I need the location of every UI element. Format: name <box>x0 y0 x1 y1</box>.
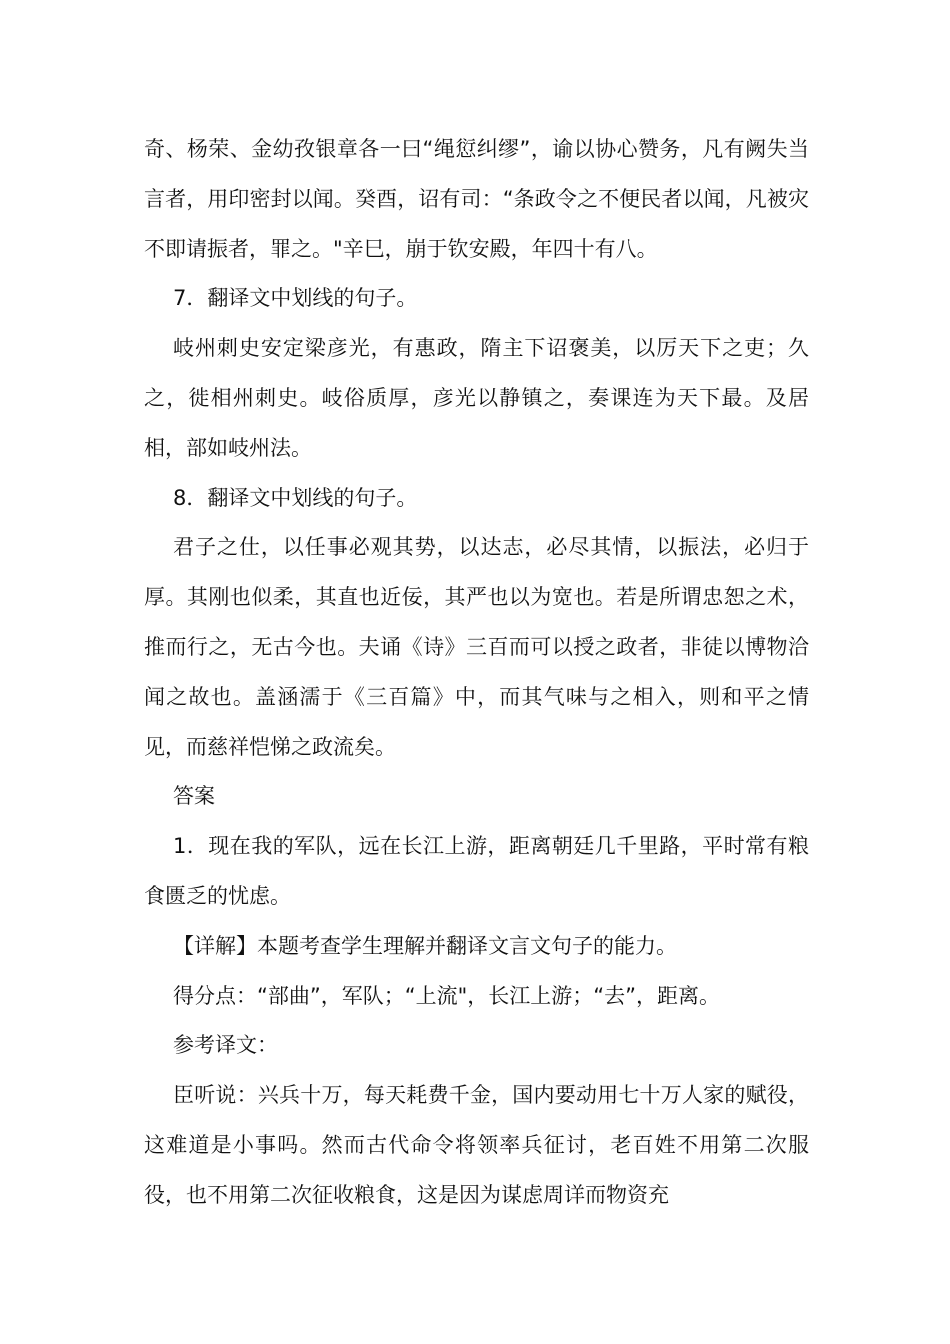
question-7-prompt: 7．翻译文中划线的句子。 <box>173 286 418 311</box>
answer-1: 1．现在我的军队，远在长江上游，距离朝廷几千里路，平时常有粮食匮乏的忧虑。 <box>144 834 809 908</box>
answer-heading: 答案 <box>173 784 215 809</box>
question-8-prompt: 8．翻译文中划线的句子。 <box>173 485 418 510</box>
answer-1-explanation: 【详解】本题考查学生理解并翻译文言文句子的能力。 <box>173 933 677 958</box>
question-8-passage: 君子之仕，以任事必观其势，以达志，必尽其情，以振法，必归于厚。其刚也似柔，其直也近佞，其严也以为宽也。若是所谓忠恕之术，推而行之，无古今也。夫诵《诗》三百而可以授之政者，非徒以博物洽闻之故也。盖涵濡于《三百篇》中，而其气味与之相入，则和平之情见，而慈祥恺悌之政流矣。 <box>144 535 809 759</box>
document-page <box>144 125 809 1221</box>
paragraph-continued-text: 奇、杨荣、金幼孜银章各一曰“绳愆纠缪”，谕以协心赞务，凡有阙失当言者，用印密封以闻。癸酉，诏有司：“条政令之不便民者以闻，凡被灾不即请振者，罪之。"辛巳，崩于钦安殿，年四十有八。 <box>144 137 809 261</box>
reference-translation-label: 参考译文： <box>173 1033 278 1058</box>
answer-1-scoring-points: 得分点：“部曲”，军队；“上流"，长江上游；“去”，距离。 <box>173 983 721 1008</box>
question-7-passage: 岐州刺史安定梁彦光，有惠政，隋主下诏褒美，以厉天下之吏；久之，徙相州刺史。岐俗质厚，彦光以静镇之，奏课连为天下最。及居相，部如岐州法。 <box>144 336 809 460</box>
reference-translation-text: 臣听说：兴兵十万，每天耗费千金，国内要动用七十万人家的赋役，这难道是小事吗。然而古代命令将领率兵征讨，老百姓不用第二次服役，也不用第二次征收粮食，这是因为谋虑周详而物资充 <box>144 1083 809 1207</box>
